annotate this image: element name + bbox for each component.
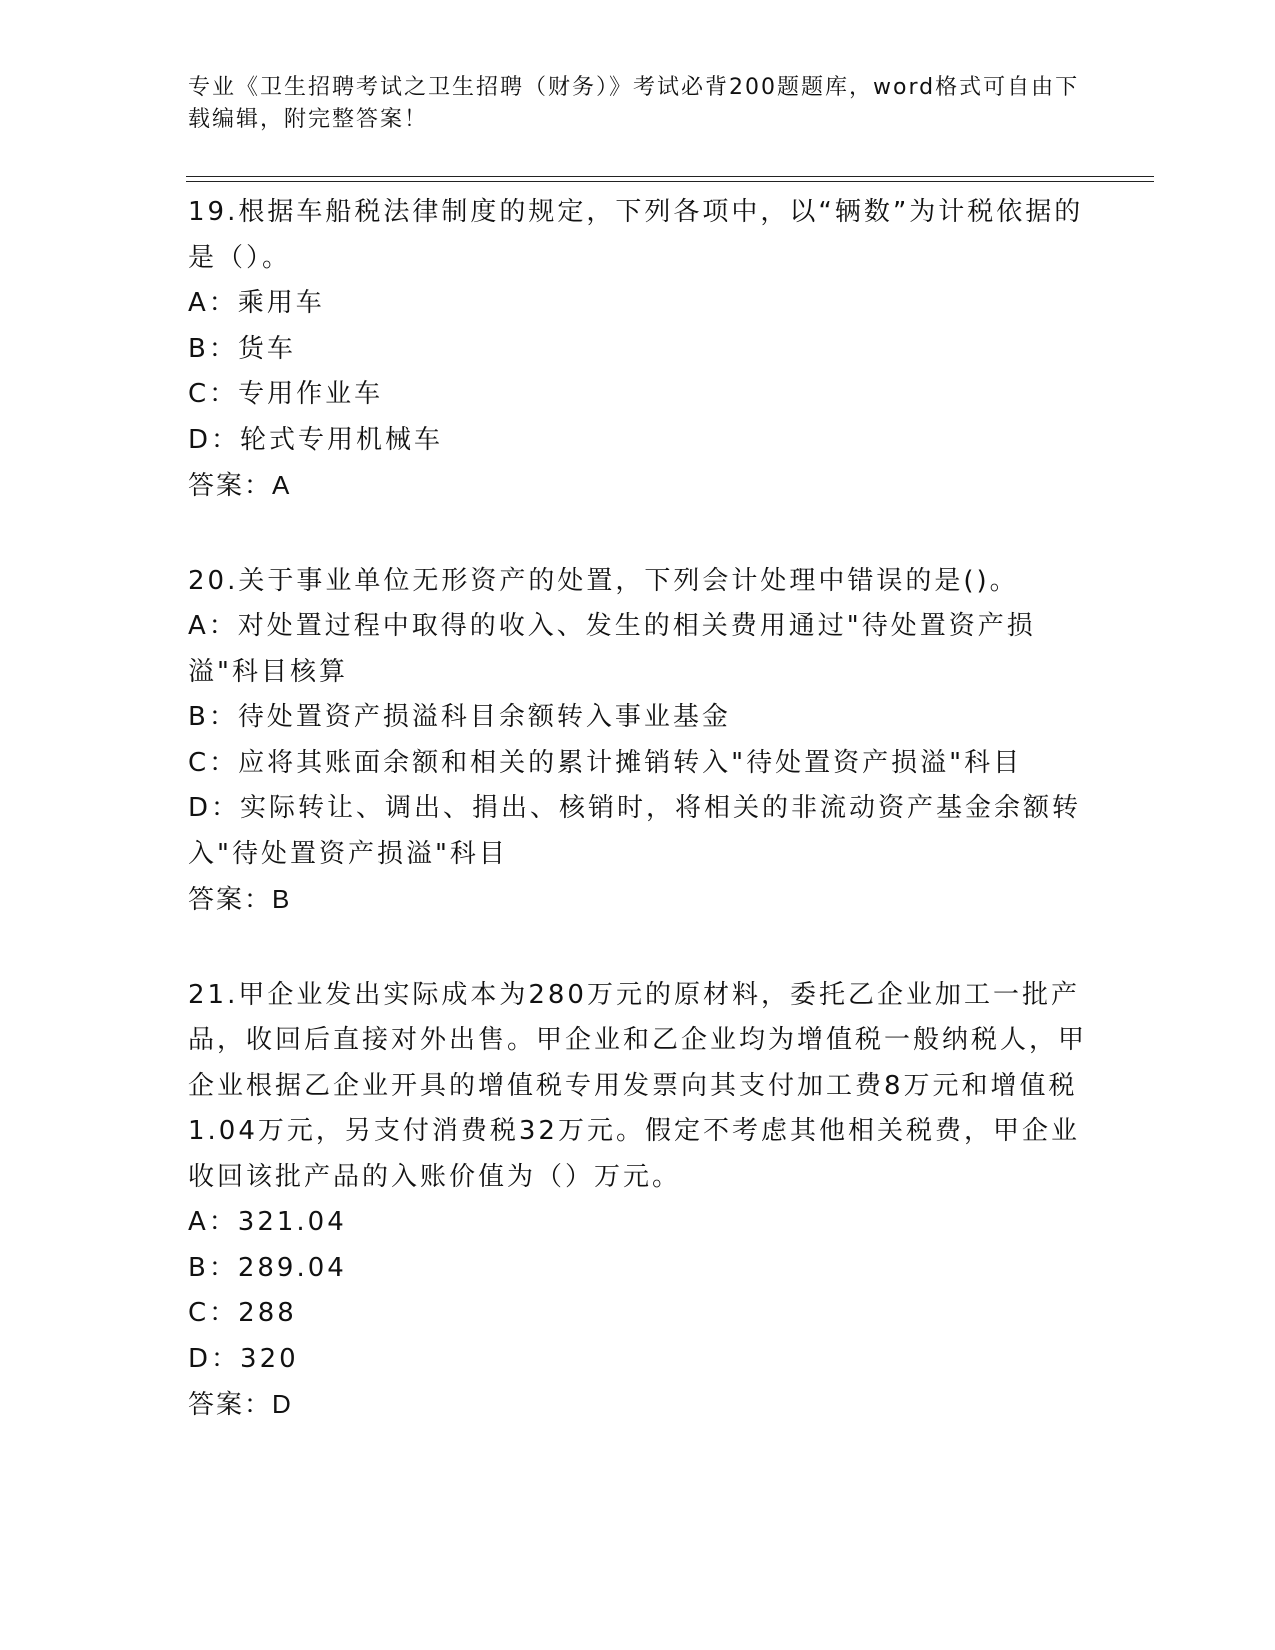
option-c: C：专用作业车 — [188, 379, 384, 409]
answer-label: 答案：B — [188, 884, 292, 914]
option-c: C：288 — [188, 1298, 297, 1328]
option-a: A：321.04 — [188, 1207, 347, 1237]
option-c: C：应将其账面余额和相关的累计摊销转入"待处置资产损溢"科目 — [188, 747, 1023, 778]
question-19 — [188, 190, 1088, 509]
option-b: B：货车 — [188, 333, 296, 364]
option-b: B：待处置资产损溢科目余额转入事业基金 — [188, 702, 731, 732]
option-d: D：实际转让、调出、捐出、核销时，将相关的非流动资产基金余额转入"待处置资产损溢"科目 — [188, 793, 1082, 869]
question-stem: 19.根据车船税法律制度的规定，下列各项中，以“辆数”为计税依据的是（）。 — [188, 197, 1084, 273]
option-a: A：对处置过程中取得的收入、发生的相关费用通过"待处置资产损溢"科目核算 — [188, 611, 1036, 687]
option-d: D：轮式专用机械车 — [188, 424, 444, 455]
option-d: D：320 — [188, 1343, 299, 1374]
header-divider-top — [186, 176, 1154, 177]
question-21 — [188, 973, 1088, 1428]
answer-label: 答案：A — [188, 470, 292, 500]
option-a: A：乘用车 — [188, 288, 325, 318]
question-list — [188, 190, 1088, 1478]
document-header: 专业《卫生招聘考试之卫生招聘（财务）》考试必背200题题库，word格式可自由下载编辑，附完整答案！ — [188, 75, 1080, 132]
option-b: B：289.04 — [188, 1252, 347, 1283]
header-divider-bottom — [186, 181, 1154, 182]
question-stem: 20.关于事业单位无形资产的处置，下列会计处理中错误的是()。 — [188, 565, 1019, 596]
question-stem: 21.甲企业发出实际成本为280万元的原材料，委托乙企业加工一批产品，收回后直接对外出售。甲企业和乙企业均为增值税一般纳税人，甲企业根据乙企业开具的增值税专用发票向其支付加工费8万元和增值税1.04万元，另支付消费税32万元。假定不考虑其他相关税费，甲企业收回该批产品的入账价值为（）万元。 — [188, 979, 1088, 1192]
question-20 — [188, 559, 1088, 923]
answer-label: 答案：D — [188, 1389, 293, 1419]
